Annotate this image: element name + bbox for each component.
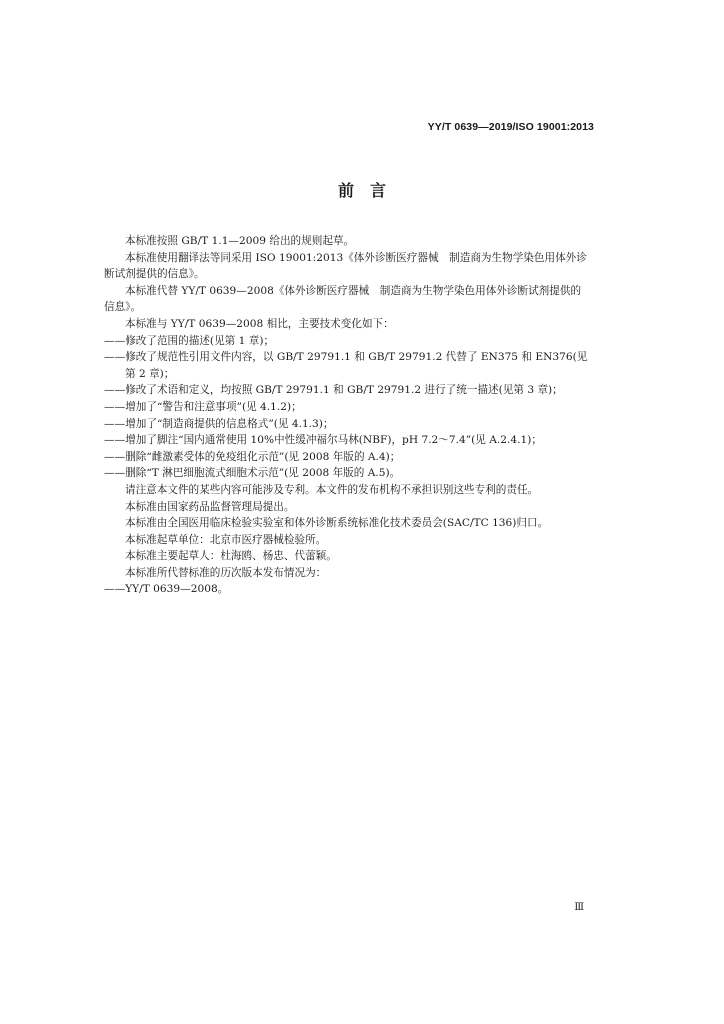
paragraph-proposer: 本标准由国家药品监督管理局提出。 [125, 500, 295, 513]
page-title: 前 言 [337, 181, 386, 200]
change-item: ——修改了范围的描述(见第 1 章)； [104, 334, 275, 347]
history-item: ——YY/T 0639—2008。 [104, 583, 229, 596]
page-number: Ⅲ [574, 902, 584, 913]
change-item-cont: 第 2 章)； [125, 367, 175, 380]
change-item: ——增加了脚注“国内通常使用 10%中性缓冲福尔马林(NBF)，pH 7.2～7.4”(见 A.2.4.1)； [104, 434, 542, 447]
change-item: ——修改了规范性引用文件内容，以 GB/T 29791.1 和 GB/T 29791.2 代替了 EN375 和 EN376(见 [104, 351, 588, 364]
paragraph-patent-notice: 请注意本文件的某些内容可能涉及专利。本文件的发布机构不承担识别这些专利的责任。 [125, 483, 539, 496]
paragraph-adoption: 本标准使用翻译法等同采用 ISO 19001:2013《体外诊断医疗器械 制造商为生物学染色用体外诊 [125, 251, 587, 264]
foreword-body [104, 233, 596, 598]
paragraph-replacement-cont: 信息》。 [104, 301, 142, 314]
paragraph-replacement: 本标准代替 YY/T 0639—2008《体外诊断医疗器械 制造商为生物学染色用体外诊断试剂提供的 [125, 284, 582, 297]
paragraph-history-intro: 本标准所代替标准的历次版本发布情况为： [125, 566, 327, 579]
paragraph-changes-intro: 本标准与 YY/T 0639—2008 相比，主要技术变化如下： [125, 317, 394, 330]
change-item: ——增加了“警告和注意事项”(见 4.1.2)； [104, 400, 302, 413]
paragraph-committee: 本标准由全国医用临床检验实验室和体外诊断系统标准化技术委员会(SAC/TC 136)归口。 [125, 517, 549, 530]
paragraph-adoption-cont: 断试剂提供的信息》。 [104, 268, 205, 281]
paragraph-drafting-unit: 本标准起草单位：北京市医疗器械检验所。 [125, 533, 327, 546]
standard-number-header: YY/T 0639—2019/ISO 19001:2013 [427, 121, 594, 133]
change-item: ——删除“雌激素受体的免疫组化示范”(见 2008 年版的 A.4)； [104, 450, 401, 463]
change-item: ——删除“T 淋巴细胞流式细胞术示范”(见 2008 年版的 A.5)。 [104, 467, 401, 480]
change-item: ——修改了术语和定义，均按照 GB/T 29791.1 和 GB/T 29791.2 进行了统一描述(见第 3 章)； [104, 384, 563, 397]
paragraph-drafters: 本标准主要起草人：杜海鸥、杨忠、代蕾颖。 [125, 550, 337, 563]
change-item: ——增加了“制造商提供的信息格式”(见 4.1.3)； [104, 417, 334, 430]
paragraph-drafting-rules: 本标准按照 GB/T 1.1—2009 给出的规则起草。 [125, 235, 355, 247]
